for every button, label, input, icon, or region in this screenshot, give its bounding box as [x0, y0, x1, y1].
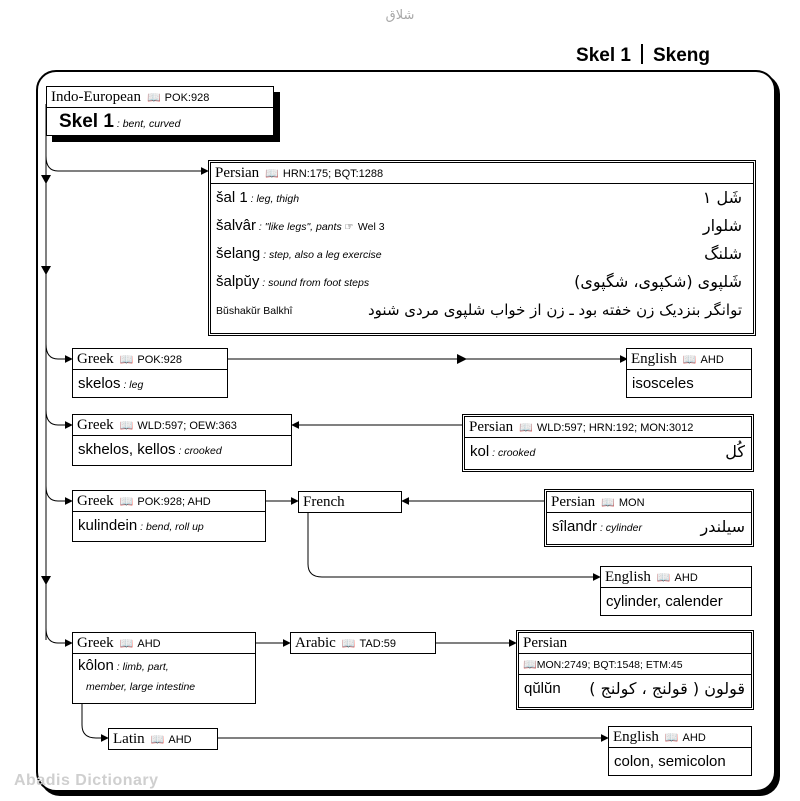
greek1-gloss: leg: [129, 379, 144, 391]
greek4-box[interactable]: [72, 632, 256, 704]
english1-word: isosceles: [632, 375, 694, 392]
root-box[interactable]: [46, 86, 274, 136]
root-word: Skel 1: [59, 111, 114, 132]
pointing-hand-icon: ☞: [341, 222, 354, 233]
latin-ref: AHD: [168, 734, 192, 746]
persian3-lang: Persian: [551, 494, 596, 510]
branch-greek2-line: [46, 410, 72, 425]
arabic-header: [291, 633, 435, 653]
english1-header: [627, 349, 751, 370]
header-root-word: Skel 1: [576, 45, 631, 66]
header-next-word[interactable]: Skeng: [652, 45, 710, 66]
english2-box[interactable]: [600, 566, 752, 616]
persian1-word: šalvâr: [216, 217, 257, 234]
book-icon: 📖: [341, 638, 356, 650]
latin-box[interactable]: [108, 728, 218, 750]
greek3-gloss: bend, roll up: [145, 521, 204, 533]
persian1-quote-row: [216, 296, 748, 324]
greek4-ref: AHD: [137, 638, 161, 650]
persian4-native: قولون ( قولنج ، کولنج ): [589, 679, 745, 698]
persian1-quote: توانگر بنزدیک زن خفته بود ـ زن از خواب شلپوی مردی شنود: [367, 301, 742, 319]
greek1-ref: POK:928: [137, 354, 182, 366]
top-watermark: شلاق: [385, 8, 415, 23]
persian1-lang: Persian: [215, 165, 260, 181]
english2-header: [601, 567, 751, 588]
persian3-body: sîlandr : cylinder سیلندر: [547, 513, 751, 541]
book-icon: 📖: [146, 92, 161, 104]
persian1-gloss: step, also a leg exercise: [268, 249, 382, 261]
persian1-quote-author: Bŭshakŭr Balkhî: [216, 305, 293, 317]
persian4-header: [519, 633, 751, 654]
greek4-lang: Greek: [77, 635, 114, 651]
root-body: Skel 1 : bent, curved: [59, 111, 181, 132]
book-icon: 📖: [523, 659, 537, 671]
root-gloss: bent, curved: [122, 118, 181, 130]
persian1-see-also[interactable]: Wel 3: [357, 221, 385, 233]
english1-body: [627, 370, 751, 398]
arabic-ref: TAD:59: [359, 638, 396, 650]
english2-lang: English: [605, 569, 651, 585]
french-lang: French: [303, 494, 345, 510]
persian1-gloss: "like legs", pants: [264, 221, 342, 233]
persian4-word: qŭlŭn: [524, 680, 561, 697]
book-icon: 📖: [150, 734, 165, 746]
persian3-box[interactable]: [544, 489, 754, 547]
english3-header: [609, 727, 751, 748]
book-icon: 📖: [119, 638, 134, 650]
persian1-word: šal 1: [216, 189, 248, 206]
english2-body: [601, 588, 751, 616]
persian1-row: šal 1 : leg, thigh شَل ۱: [216, 184, 748, 212]
english3-ref: AHD: [682, 732, 706, 744]
french-box[interactable]: [298, 491, 402, 513]
book-icon: 📖: [265, 168, 279, 180]
persian1-header: [211, 163, 753, 184]
english2-ref: AHD: [674, 572, 698, 584]
greek3-lang: Greek: [77, 493, 114, 509]
book-icon: 📖: [119, 496, 134, 508]
root-lang: Indo-European: [51, 89, 141, 105]
persian3-native: سیلندر: [700, 517, 745, 536]
greek2-body: skhelos, kellos : crooked: [78, 441, 222, 458]
greek1-body: skelos : leg: [78, 375, 144, 392]
persian3-ref: MON: [618, 497, 645, 509]
english3-box[interactable]: [608, 726, 752, 776]
bottom-watermark: Abadis Dictionary: [14, 772, 159, 789]
persian3-word: sîlandr: [552, 518, 598, 535]
greek4-latin-line: [82, 704, 108, 738]
persian1-word: šelang: [216, 245, 261, 262]
root-ref: POK:928: [164, 92, 210, 104]
english2-word: cylinder, calender: [606, 593, 723, 610]
persian1-native: شلوار: [702, 216, 742, 235]
persian2-native: کُل: [725, 442, 745, 461]
persian4-subheader: [519, 654, 751, 675]
greek4-header: [73, 633, 255, 654]
greek1-box[interactable]: [72, 348, 228, 398]
branch-greek4-line: [46, 628, 72, 643]
persian2-gloss: crooked: [497, 447, 536, 459]
greek1-word: skelos: [78, 375, 121, 392]
greek4-gloss: limb, part,: [122, 661, 169, 673]
greek3-ref: POK:928; AHD: [137, 496, 211, 508]
greek4-gloss-cont: member, large intestine: [86, 681, 196, 693]
persian1-native: شَل ۱: [702, 188, 742, 207]
latin-lang: Latin: [113, 731, 145, 747]
book-icon: 📖: [664, 732, 679, 744]
greek1-header: [73, 349, 227, 370]
branch-persian1-line: [46, 156, 208, 171]
persian1-row: šalpŭy : sound from foot steps شَلپوی (شکپوی، شگپوی): [216, 268, 748, 296]
book-icon: 📖: [656, 572, 671, 584]
english3-word: colon, semicolon: [614, 753, 726, 770]
persian2-box[interactable]: [462, 414, 754, 472]
persian1-body: [211, 184, 753, 324]
greek2-header: [73, 415, 291, 436]
greek3-body: kulindein : bend, roll up: [78, 517, 204, 534]
persian2-word: kol: [470, 443, 490, 460]
book-icon: 📖: [601, 497, 615, 509]
greek1-lang: Greek: [77, 351, 114, 367]
english3-lang: English: [613, 729, 659, 745]
english3-body: [609, 748, 751, 776]
book-icon: 📖: [119, 420, 134, 432]
persian1-gloss: sound from foot steps: [268, 277, 370, 289]
persian4-ref: MON:2749; BQT:1548; ETM:45: [536, 659, 683, 671]
greek2-gloss: crooked: [184, 445, 222, 457]
arabic-box[interactable]: [290, 632, 436, 654]
persian3-gloss: cylinder: [605, 522, 642, 534]
persian2-header: [465, 417, 751, 438]
english1-ref: AHD: [700, 354, 724, 366]
latin-header: [109, 729, 217, 749]
persian1-ref: HRN:175; BQT:1288: [282, 168, 384, 180]
greek4-body: kôlon : limb, part, member, large intestine: [78, 657, 196, 693]
greek2-box[interactable]: [72, 414, 292, 466]
book-icon: 📖: [519, 422, 533, 434]
persian4-body: [519, 675, 751, 703]
persian2-ref: WLD:597; HRN:192; MON:3012: [536, 422, 694, 434]
english1-box[interactable]: [626, 348, 752, 398]
book-icon: 📖: [682, 354, 697, 366]
greek3-box[interactable]: [72, 490, 266, 542]
greek3-word: kulindein: [78, 517, 138, 534]
greek4-word: kôlon: [78, 657, 114, 674]
arabic-lang: Arabic: [295, 635, 336, 651]
persian3-header: [547, 492, 751, 513]
persian2-body: kol : crooked کُل: [465, 438, 751, 466]
greek2-lang: Greek: [77, 417, 114, 433]
persian1-row: šalvâr : "like legs", pants ☞ Wel 3 شلوار: [216, 212, 748, 240]
persian1-native: شَلپوی (شکپوی، شگپوی): [574, 272, 742, 291]
persian2-lang: Persian: [469, 419, 514, 435]
french-header: [299, 492, 401, 512]
persian1-gloss: leg, thigh: [256, 193, 300, 205]
persian4-lang: Persian: [523, 635, 568, 651]
persian4-box[interactable]: [516, 630, 754, 710]
persian1-row: šelang : step, also a leg exercise شلنگ: [216, 240, 748, 268]
greek2-word: skhelos, kellos: [78, 441, 176, 458]
english1-lang: English: [631, 351, 677, 367]
greek3-header: [73, 491, 265, 512]
branch-greek3-line: [46, 486, 72, 501]
root-header: [47, 87, 273, 108]
book-icon: 📖: [119, 354, 134, 366]
greek2-ref: WLD:597; OEW:363: [137, 420, 237, 432]
persian1-box[interactable]: [208, 160, 756, 336]
persian1-word: šalpŭy: [216, 273, 260, 290]
persian1-native: شلنگ: [704, 244, 742, 263]
branch-greek1-line: [46, 344, 72, 359]
